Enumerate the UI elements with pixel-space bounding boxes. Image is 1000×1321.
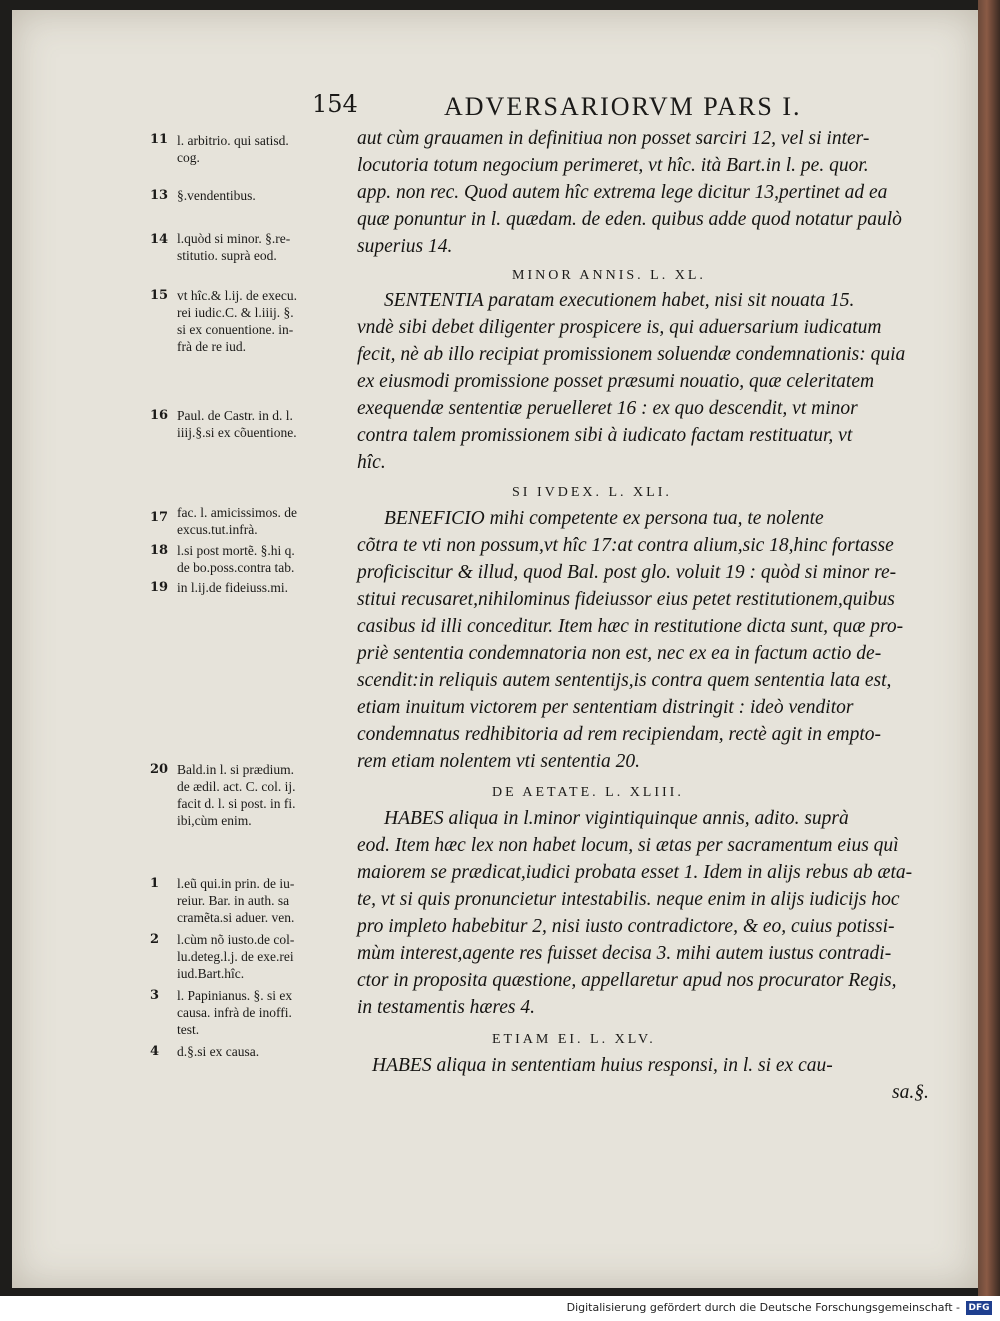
margin-note-number: 2 [150,932,160,947]
margin-note-line: ibi,cùm enim. [177,813,252,828]
body-line: mùm interest,agente res fuisset decisa 3. mihi autem iustus contradi- [357,943,892,964]
margin-note [177,1043,367,1060]
margin-note [177,132,367,166]
section-heading: MINOR ANNIS. L. XL. [512,268,706,283]
margin-note-line: de bo.poss.contra tab. [177,560,295,575]
margin-note-number: 4 [150,1044,160,1059]
margin-note-line: rei iudic.C. & l.iiij. §. [177,305,294,320]
section-heading: SI IVDEX. L. XLI. [512,485,672,500]
margin-note-number: 16 [150,408,169,423]
body-line: rem etiam nolentem vti sententia 20. [357,751,641,772]
margin-note-line: iiij.§.si ex cõuentione. [177,425,297,440]
body-line: priè sententia condemnatoria non est, nec ex ea in factum actio de- [357,643,882,664]
margin-note-line: l. arbitrio. qui satisd. [177,133,289,148]
body-line: cõtra te vti non possum,vt hîc 17:at contra alium,sic 18,hinc fortasse [357,535,894,556]
margin-note-line: reiur. Bar. in auth. sa [177,893,290,908]
margin-note-line: l.eũ qui.in prin. de iu- [177,876,295,891]
margin-note-line: §.vendentibus. [177,188,256,203]
body-line: maiorem se prædicat,iudici probata esset 1. Idem in alijs rebus ab æta- [357,862,913,883]
body-line: stitui recusaret,nihilominus fideiussor eius petet restitutionem,quibus [357,589,895,610]
margin-note-line: Paul. de Castr. in d. l. [177,408,293,423]
margin-note-number: 18 [150,543,169,558]
margin-note-number: 13 [150,188,169,203]
margin-note-number: 15 [150,288,169,303]
page-number: 154 [312,90,358,118]
margin-note [177,761,367,829]
book-edge [978,0,1000,1296]
funding-notice: Digitalisierung gefördert durch die Deutsche Forschungsgemeinschaft - [566,1301,960,1314]
body-line: etiam inuitum victorem per sententiam distringit : ideò venditor [357,697,854,718]
margin-note-line: facit d. l. si post. in fi. [177,796,296,811]
margin-note-line: excus.tut.infrà. [177,522,258,537]
margin-note-line: cog. [177,150,200,165]
margin-note-line: d.§.si ex causa. [177,1044,260,1059]
margin-note [177,187,367,204]
body-line: proficiscitur & illud, quod Bal. post glo. voluit 19 : quòd si minor re- [357,562,897,583]
body-line: superius 14. [357,236,453,257]
margin-note-line: frà de re iud. [177,339,246,354]
margin-note [177,230,367,264]
body-line: in testamentis hæres 4. [357,997,536,1018]
margin-note-number: 1 [150,876,160,891]
margin-note-line: Bald.in l. si prædium. [177,762,295,777]
footer-bar [0,1296,1000,1321]
margin-note-line: vt hîc.& l.ij. de execu. [177,288,297,303]
margin-note-number: 20 [150,762,169,777]
body-line: fecit, nè ab illo recipiat promissionem soluendæ condemnationis: quia [357,344,906,365]
body-line: sa.§. [892,1082,929,1103]
margin-note-line: lu.deteg.l.j. de exe.rei [177,949,294,964]
margin-note-line: l.si post mortẽ. §.hi q. [177,543,295,558]
margin-note-number: 17 [150,510,169,525]
body-line: HABES aliqua in sententiam huius responsi, in l. si ex cau- [372,1055,833,1076]
body-line: pro impleto habebitur 2, nisi iusto contradictore, & eo, cuius potissi- [357,916,895,937]
running-title: ADVERSARIORVM PARS I. [444,92,802,121]
margin-note-line: l.quòd si minor. §.re- [177,231,291,246]
dfg-logo: DFG [966,1301,992,1315]
margin-note-line: si ex conuentione. in- [177,322,294,337]
body-line: hîc. [357,452,386,473]
body-line: condemnatus redhibitoria ad rem recipiendam, rectè agit in empto- [357,724,882,745]
body-line: aut cùm grauamen in definitiua non posset sarciri 12, vel si inter- [357,128,870,149]
body-line: quæ ponuntur in l. quædam. de eden. quibus adde quod notatur paulò [357,209,902,230]
section-heading: ETIAM EI. L. XLV. [492,1032,656,1047]
margin-note-number: 3 [150,988,160,1003]
margin-note-line: l.cùm nõ iusto.de col- [177,932,295,947]
body-line: exequendæ sententiæ peruelleret 16 : ex quo descendit, vt minor [357,398,858,419]
book-page [12,10,978,1288]
body-line: te, vt si quis pronuncietur intestabilis. neque enim in alijs iudicijs hoc [357,889,900,910]
margin-note-line: iud.Bart.hîc. [177,966,245,981]
body-line: app. non rec. Quod autem hîc extrema lege dicitur 13,pertinet ad ea [357,182,888,203]
body-line: HABES aliqua in l.minor vigintiquinque annis, adito. suprà [384,808,849,829]
body-line: scendit:in reliquis autem sententijs,is contra quem sententia lata est, [357,670,892,691]
margin-note-line: test. [177,1022,200,1037]
body-line: contra talem promissionem sibi à iudicato factam restituatur, vt [357,425,853,446]
body-line: casibus id illi conceditur. Item hæc in restitutione dicta sunt, quæ pro- [357,616,904,637]
margin-note [177,542,367,576]
body-line: locutoria totum negocium perimeret, vt hîc. ità Bart.in l. pe. quor. [357,155,869,176]
margin-note [177,407,367,441]
margin-note-line: l. Papinianus. §. si ex [177,988,293,1003]
margin-note [177,579,367,596]
body-line: ctor in proposita quæstione, appellaretur apud nos procurator Regis, [357,970,897,991]
margin-note-number: 14 [150,232,169,247]
margin-note-number: 11 [150,132,169,147]
body-line: SENTENTIA paratam executionem habet, nisi sit nouata 15. [384,290,855,311]
margin-note [177,875,367,926]
margin-note-line: stitutio. suprà eod. [177,248,277,263]
margin-note-line: in l.ij.de fideiuss.mi. [177,580,288,595]
body-line: eod. Item hæc lex non habet locum, si ætas per sacramentum eius quì [357,835,899,856]
section-heading: DE AETATE. L. XLIII. [492,785,684,800]
body-line: BENEFICIO mihi competente ex persona tua, te nolente [384,508,824,529]
margin-note-line: de ædil. act. C. col. ij. [177,779,296,794]
body-line: ex eiusmodi promissione posset præsumi nouatio, quæ celeritatem [357,371,875,392]
margin-note-line: causa. infrà de inoffi. [177,1005,292,1020]
margin-note-line: cramẽta.si aduer. ven. [177,910,295,925]
margin-note [177,931,367,982]
margin-note-number: 19 [150,580,169,595]
margin-note [177,504,367,538]
margin-note [177,287,367,355]
margin-note [177,987,367,1038]
margin-note-line: fac. l. amicissimos. de [177,505,297,520]
body-line: vndè sibi debet diligenter prospicere is, qui aduersarium iudicatum [357,317,882,338]
